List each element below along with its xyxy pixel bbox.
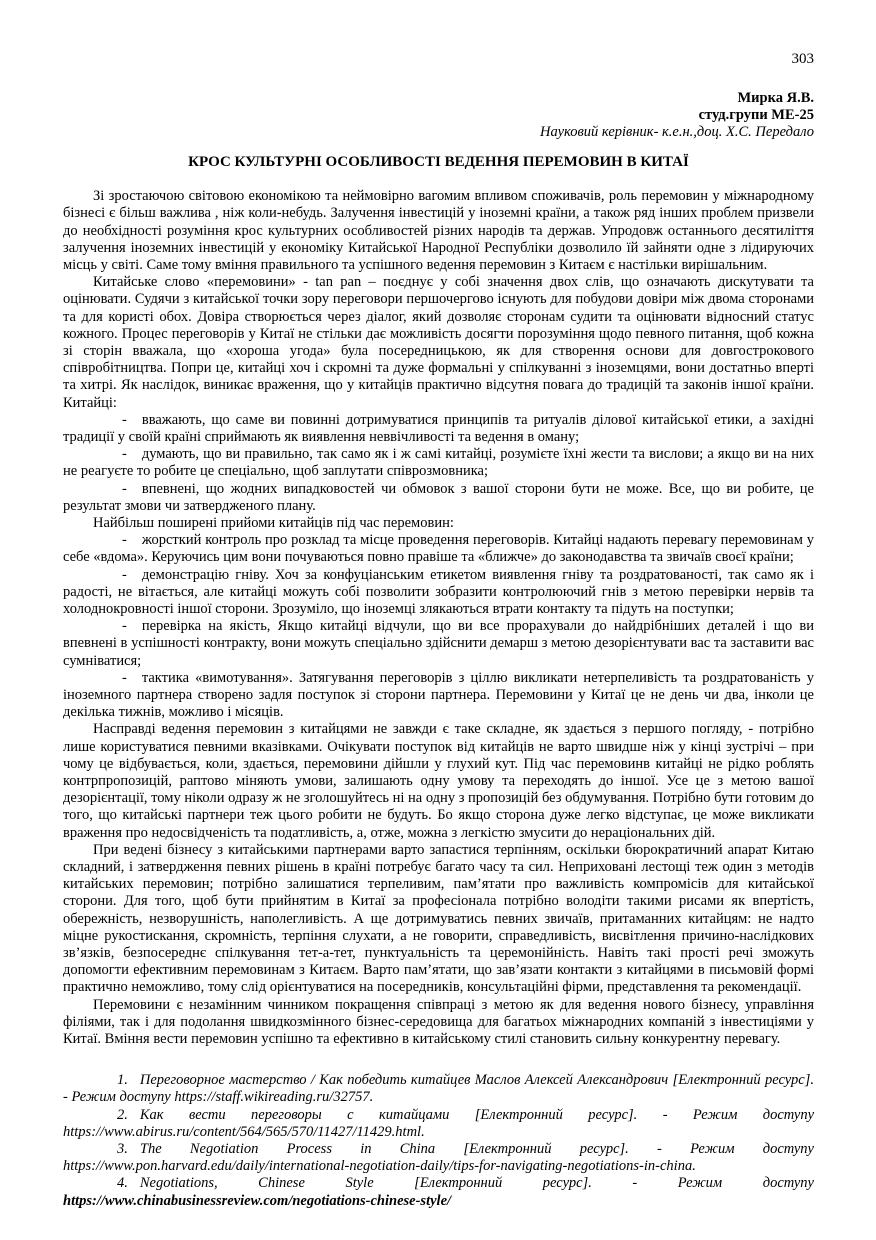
- reference-number: 4.: [117, 1175, 128, 1192]
- bullet-dash: -: [122, 446, 127, 463]
- author-block: [63, 90, 814, 142]
- reference-item: [63, 1107, 814, 1141]
- author-group: студ.групи МЕ-25: [698, 107, 814, 124]
- reference-text: Как вести переговоры с китайцами [Електронний ресурс]. - Режим доступу https://www.abirus.ru/content/564/565/570/11427/11429.html.: [63, 1106, 814, 1140]
- references-list: [63, 1072, 814, 1210]
- list-item-text: вважають, що саме ви повинні дотримуватися принципів та ритуалів ділової китайської етики, а західні традиції у своїй країні сприймають як виявлення неввічливості та ведення в оману;: [63, 411, 814, 445]
- list-item-text: думають, що ви правильно, так само як і ж самі китайці, розумієте їхні жести та вислови; а якщо ви на них не реагуєте то робите це спеціально, щоб заплутати співрозмовника;: [63, 446, 814, 480]
- reference-url-bold: https://www.chinabusinessreview.com/negotiations-chinese-style/: [63, 1192, 452, 1209]
- bullet-dash: -: [122, 566, 127, 583]
- reference-number: 2.: [117, 1106, 128, 1123]
- bullet-dash: -: [122, 532, 127, 549]
- list-item-text: тактика «вимотування». Затягування переговорів з ціллю викликати нетерпеливість та роздратованість у іноземного партнера створено задля поступок зі сторони партнера. Перемовини у Китаї це не день чи два, інколи це декілька тижнів, можливо і місяців.: [63, 669, 814, 721]
- list-item: [63, 481, 814, 515]
- reference-item: [63, 1141, 814, 1175]
- list-item: [63, 670, 814, 722]
- supervisor-line: Науковий керівник- к.е.н.,доц. Х.С. Передало: [540, 124, 814, 141]
- list-item-text: жорсткий контроль про розклад та місце проведення переговорів. Китайці надають перевагу перемовинам у себе «вдома». Керуючись цим вони почуваються повно правіше та «ближче» до законодавства та звичаїв своєї країни;: [63, 532, 814, 566]
- reference-text: Переговорное мастерство / Как победить китайцев Маслов Алексей Александрович [Електронний ресурс]. - Режим доступу https://staff.wikireading.ru/32757.: [63, 1072, 814, 1106]
- paragraph: Насправді ведення перемовин з китайцями не завжди є таке складне, як здається з першого погляду, - потрібно лише користуватися певними вказівками. Очікувати поступок від китайців не варто швидше ніж у кінці зустрічі – при чому це відбувається, коли, здається, перемовини дійшли у глухий кут. Під час перемовинв китайці не рідко роблять контрпропозицій, раптово міняють умови, залишають одну умову та переходять до іншої. Усе це з метою вашої дезорієнтації, тому ніколи одразу ж не зголошуйтесь ні на одну з пропозицій без обдумування. Потрібно бути готовим до того, що китайські партнери теж цього робити не будуть. Бо якщо сторона дуже легко відступає, це може викликати враження про недосвідченість та податливість, а, отже, можна з легкістю змусити до нераціональних дій.: [63, 721, 814, 841]
- list-item-text: демонстрацію гніву. Хоч за конфуціанським етикетом виявлення гніву та роздратованості, так само як і радості, не вітається, але китайці можуть собі позволити зобразити контролюючий гнів з метою перевірки нервів та холоднокровності іншої сторони. Зрозуміло, що іноземці злякаються втрати контакту та підуть на поступки;: [63, 566, 814, 617]
- list-item: [63, 532, 814, 566]
- reference-item: [63, 1175, 814, 1209]
- paragraph: Найбільш поширені прийоми китайців під час перемовин:: [93, 514, 454, 531]
- reference-text: Negotiations, Chinese Style [Електронний ресурс]. - Режим доступу: [139, 1175, 814, 1192]
- paragraph: Китайське слово «перемовини» - tan pan – поєднує у собі значення двох слів, що означають дискутувати та оцінювати. Судячи з китайської точки зору переговори першочергово існують для побудови довіри між двома сторонами та для користі обох. Довіра створюється через діалог, який дозволяє сторонам судити та оцінювати відносний статус кожного. Процес переговорів у Китаї не стільки дає можливість досягти порозуміння щодо певного питання, щоб кожна зі сторін вважала, що «хороша угода» була посередницькою, як для створення основи для довгострокового співробітництва. Попри це, китайці хоч і скромні та дуже формальні у спілкуванні з іноземцями, вони достатньо вперті та хитрі. Як наслідок, виникає враження, що у китайців практично відсутня повага до традицій та законів іншої країни. Китайці:: [63, 274, 814, 411]
- paper-title: КРОС КУЛЬТУРНІ ОСОБЛИВОСТІ ВЕДЕННЯ ПЕРЕМОВИН В КИТАЇ: [188, 153, 689, 170]
- reference-number: 3.: [117, 1141, 128, 1158]
- reference-number: 1.: [117, 1072, 128, 1089]
- reference-item: [63, 1072, 814, 1106]
- bullet-dash: -: [122, 669, 127, 686]
- reference-text: The Negotiation Process in China [Електронний ресурс]. - Режим доступу https://www.pon.harvard.edu/daily/international-negotiation-daily/tips-for-navigating-negotiations-in-china.: [63, 1141, 814, 1175]
- list-item: [63, 412, 814, 446]
- list-item: [63, 446, 814, 480]
- bullet-dash: -: [122, 480, 127, 497]
- page-number: 303: [791, 51, 814, 67]
- bullet-dash: -: [122, 411, 127, 428]
- article-body: [63, 188, 814, 1048]
- bullet-dash: -: [122, 618, 127, 635]
- paragraph: При ведені бізнесу з китайськими партнерами варто запастися терпінням, оскільки бюрократичний апарат Китаю складний, і затвердження певних рішень в країні потребує багато часу та сил. Неприховані лестощі теж один з методів китайських перемовин; потрібно залишатися терпеливим, пам’ятати про важливість компромісів для китайської сторони. Для того, щоб бути прийнятим в Китаї за професіонала потрібно володіти такими рисами як впертість, обережність, незворушність, наполегливість. А ще дотримуватись певних звичаїв, притаманних китайцям: не надто міцне рукостискання, скромність, терпіння слухати, а не говорити, справедливість, висвітлення причино-наслідкових зв’язків, безпосереднє спілкування тет-а-тет, пунктуальність та церемонійність. Навіть такі прості речі зможуть допомогти ефективним перемовинам з Китаєм. Варто пам’ятати, що зав’язати контакти з китайцями в письмовій формі практично неможливо, тому слід орієнтуватися на посередників, консультаційні фірми, представлення та рекомендації.: [63, 841, 814, 996]
- paragraph: Перемовини є незамінним чинником покращення співпраці з метою як для ведення нового бізнесу, управління філіями, так і для подолання швидкозмінного бізнес-середовища для багатьох міжнародних компаній з інвестиціями у Китаї. Вміння вести перемовин успішно та ефективно в китайському стилі становить сильну конкурентну перевагу.: [63, 996, 814, 1048]
- paragraph: Зі зростаючою світовою економікою та неймовірно вагомим впливом споживачів, роль перемовин у міжнародному бізнесі є більш важлива , ніж коли-небудь. Залучення інвестицій у іноземні країни, а також ряд інших проблем призвели до необхідності розуміння крос культурних особливостей різних народів та держав. Упродовж останнього десятиліття залучення іноземних інвестицій у економіку Китайської Народної Республіки дозволило їй зайняти одне з лідируючих місць у світі. Саме тому вміння правильного та успішного ведення перемовин з Китаєм є настільки вирішальним.: [63, 188, 814, 273]
- list-item-text: перевірка на якість, Якщо китайці відчули, що ви все прорахували до найдрібніших деталей і що ви впевнені в успішності контракту, вони можуть спеціально здійснити демарш з метою дезорієнтувати вас та заставити вас сумніватися;: [63, 618, 814, 669]
- list-item-text: впевнені, що жодних випадковостей чи обмовок з вашої сторони бути не може. Все, що ви робите, це результат змови чи затвердженого плану.: [63, 480, 814, 514]
- author-name: Мирка Я.В.: [737, 90, 814, 106]
- list-item: [63, 567, 814, 619]
- list-item: [63, 618, 814, 670]
